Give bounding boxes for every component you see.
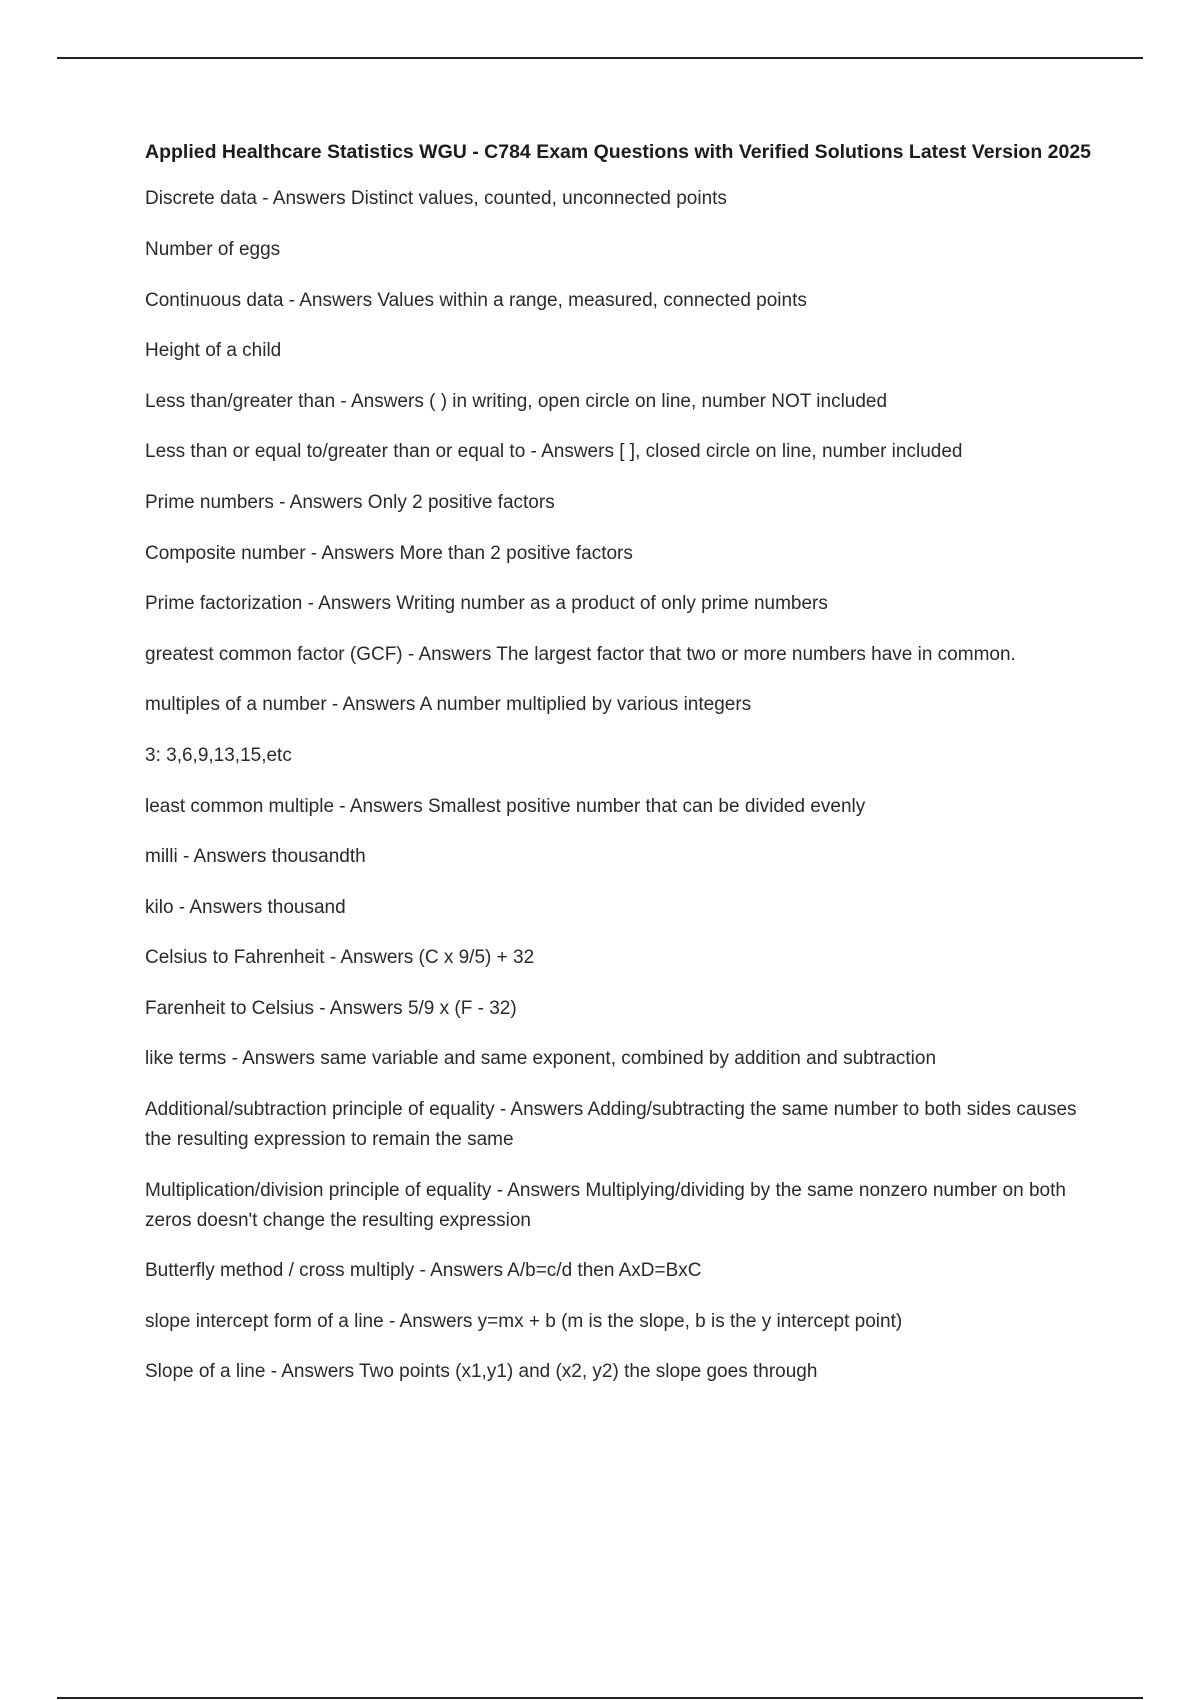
qa-line: Height of a child	[145, 340, 282, 362]
document-body	[145, 141, 1092, 1408]
qa-line: least common multiple - Answers Smallest positive number that can be divided evenly	[145, 795, 866, 817]
qa-line: Continuous data - Answers Values within a range, measured, connected points	[145, 289, 807, 311]
qa-line: Composite number - Answers More than 2 positive factors	[145, 542, 633, 564]
qa-line: like terms - Answers same variable and same exponent, combined by addition and subtraction	[145, 1048, 937, 1070]
qa-line: Multiplication/division principle of equality - Answers Multiplying/dividing by the same nonzero number on both zeros doesn't change the resulting expression	[145, 1179, 1066, 1231]
qa-line: greatest common factor (GCF) - Answers The largest factor that two or more numbers have in common.	[145, 643, 1016, 665]
qa-line: kilo - Answers thousand	[145, 896, 346, 918]
qa-line: Less than or equal to/greater than or equal to - Answers [ ], closed circle on line, number included	[145, 441, 963, 463]
document-title: Applied Healthcare Statistics WGU - C784 Exam Questions with Verified Solutions Latest Version 2025	[145, 141, 1092, 163]
bottom-rule	[57, 1697, 1143, 1699]
qa-line: Discrete data - Answers Distinct values, counted, unconnected points	[145, 188, 727, 210]
qa-line: Farenheit to Celsius - Answers 5/9 x (F - 32)	[145, 997, 517, 1019]
qa-line: Additional/subtraction principle of equality - Answers Adding/subtracting the same number to both sides causes the resulting expression to remain the same	[145, 1099, 1077, 1151]
qa-line: multiples of a number - Answers A number multiplied by various integers	[145, 694, 752, 716]
qa-line: Number of eggs	[145, 238, 281, 260]
qa-line: Slope of a line - Answers Two points (x1,y1) and (x2, y2) the slope goes through	[145, 1361, 818, 1383]
qa-line: Prime numbers - Answers Only 2 positive factors	[145, 491, 555, 513]
qa-line: Less than/greater than - Answers ( ) in writing, open circle on line, number NOT included	[145, 390, 888, 412]
qa-line: slope intercept form of a line - Answers y=mx + b (m is the slope, b is the y intercept point)	[145, 1310, 903, 1332]
qa-line: Butterfly method / cross multiply - Answers A/b=c/d then AxD=BxC	[145, 1260, 702, 1282]
qa-line: Prime factorization - Answers Writing number as a product of only prime numbers	[145, 593, 828, 615]
qa-line: 3: 3,6,9,13,15,etc	[145, 744, 292, 766]
qa-line: milli - Answers thousandth	[145, 846, 366, 868]
qa-line: Celsius to Fahrenheit - Answers (C x 9/5) + 32	[145, 947, 535, 969]
top-rule	[57, 57, 1143, 59]
